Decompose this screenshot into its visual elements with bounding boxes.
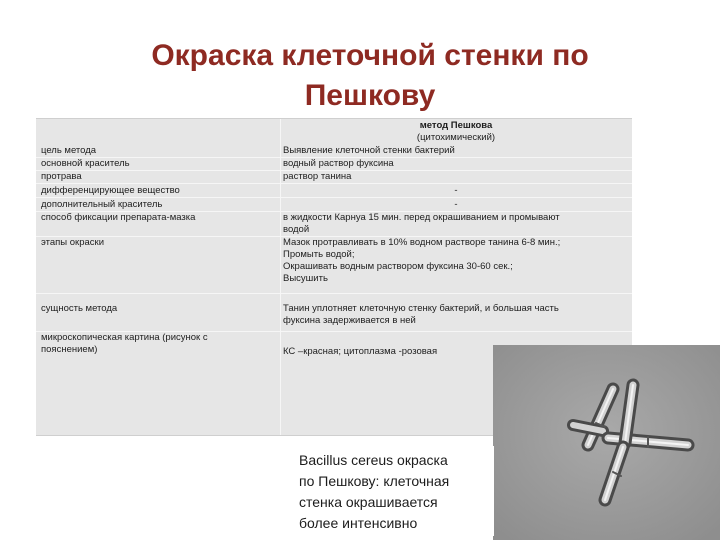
row-value-line: в жидкости Карнуа 15 мин. перед окрашиванием и промывают [283,212,560,223]
row-value-line: водой [283,224,310,235]
row-value-line: Промыть водой; [283,249,355,260]
row-label: основной краситель [41,158,130,169]
table-row [36,145,632,158]
row-value-line: Мазок протравливать в 10% водном растворе танина 6-8 мин.; [283,237,561,248]
table-row [36,199,632,212]
row-label [41,332,277,356]
table-row [36,212,632,237]
bacteria-micrograph [493,345,720,540]
table-row [36,171,632,184]
title-line-1: Окраска клеточной стенки по [151,39,589,72]
row-label: этапы окраски [41,237,104,248]
table-row [36,237,632,294]
micrograph-image [493,345,720,540]
row-value [283,303,629,327]
row-label: сущность метода [41,303,118,314]
row-label: цель метода [41,145,97,156]
row-label: дифференцирующее вещество [41,185,180,196]
table-row [36,303,632,332]
title-line-2: Пешкову [304,79,436,112]
row-label: способ фиксации препарата-мазка [41,212,196,223]
row-value-line: Высушить [283,273,328,284]
row-value: Выявление клеточной стенки бактерий [283,145,455,156]
slide-title [110,36,630,116]
row-label: протрава [41,171,82,182]
row-value [283,212,629,236]
caption-line: стенка окрашивается [299,494,438,510]
table-row [36,185,632,198]
caption-line: Bacillus cereus окраска [299,452,448,468]
table-header-method: метод Пешкова [419,120,493,131]
row-value [283,237,629,285]
row-value: - [454,185,458,196]
row-value: КС –красная; цитоплазма -розовая [283,346,438,357]
row-value-line: фуксина задерживается в ней [283,315,416,326]
caption-line: более интенсивно [299,515,418,531]
image-caption [290,446,494,536]
row-label-line: микроскопическая картина (рисунок с [41,332,208,343]
row-label: дополнительный краситель [41,199,163,210]
row-value: водный раствор фуксина [283,158,394,169]
row-value: раствор танина [283,171,352,182]
table-header-subtitle: (цитохимический) [416,132,496,143]
row-value: - [454,199,458,210]
table-row [36,158,632,171]
row-value-line: Окрашивать водным раствором фуксина 30-60 сек.; [283,261,513,272]
row-value-line: Танин уплотняет клеточную стенку бактерий, и большая часть [283,303,559,314]
row-label-line: пояснением) [41,344,98,355]
caption-line: по Пешкову: клеточная [299,473,450,489]
